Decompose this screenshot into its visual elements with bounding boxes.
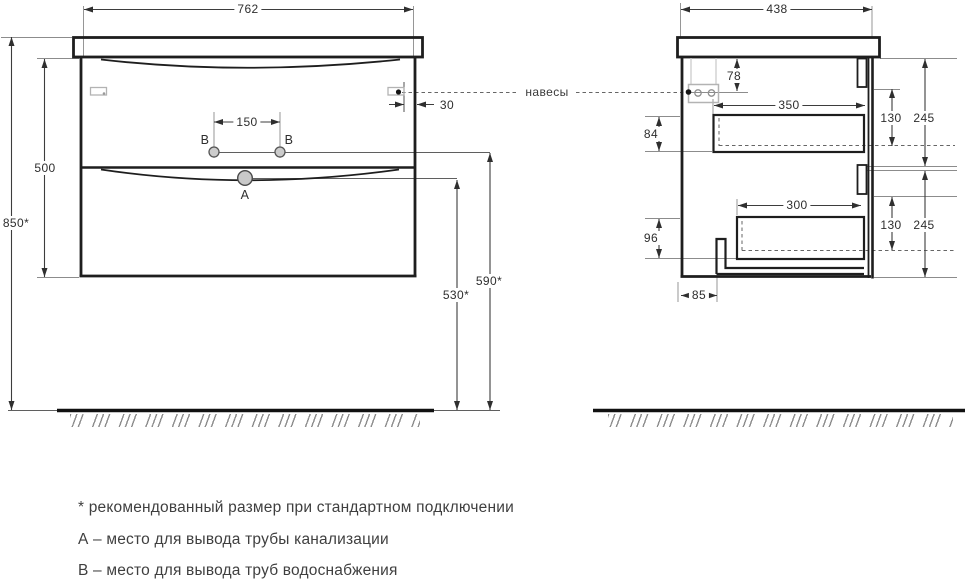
point-a-circle — [238, 171, 253, 186]
front-view-cabinet — [74, 38, 423, 277]
dim-drawer1-inner-height: 130 — [877, 111, 904, 125]
dim-drain-height: 530* — [440, 288, 472, 302]
dim-drawer2-depth: 300 — [783, 198, 810, 212]
side-drawer1-box — [714, 115, 865, 152]
dim-hanger-offset: 30 — [439, 98, 455, 112]
footnote-asterisk: * рекомендованный размер при стандартном подключении — [78, 499, 514, 516]
side-drawer1-front-notch — [858, 59, 867, 88]
front-top-drawer-curve — [101, 60, 400, 68]
side-view-hanger — [686, 58, 719, 103]
point-b-right-circle — [275, 147, 285, 157]
front-countertop — [74, 38, 423, 58]
dim-mount-height: 850* — [0, 216, 32, 230]
dim-side-depth: 438 — [763, 2, 790, 16]
dim-hanger-top-offset: 78 — [724, 69, 744, 83]
hanger-plate-right — [388, 88, 404, 96]
floor-hatch-right — [608, 414, 953, 427]
dim-faucet-spacing: 150 — [233, 115, 260, 129]
hanger-dot-left — [103, 92, 106, 95]
side-pipe-channel — [717, 239, 865, 274]
point-b-left-circle — [209, 147, 219, 157]
hanger-bracket-hole2 — [708, 90, 714, 96]
label-point-b-right: В — [284, 133, 294, 147]
callout-hangers: навесы — [519, 85, 574, 99]
hanger-bracket-hole1 — [695, 90, 701, 96]
side-countertop — [678, 38, 880, 58]
dim-body-height: 500 — [31, 161, 58, 175]
hanger-bracket-guides — [691, 58, 716, 84]
label-point-b-left: В — [200, 133, 210, 147]
dim-water-height: 590* — [473, 274, 505, 288]
floor-hatch-left — [70, 414, 420, 427]
hanger-dot-right — [396, 89, 401, 94]
front-view-hangers — [91, 88, 405, 96]
side-drawer2-front-notch — [858, 165, 867, 194]
dim-front-width: 762 — [234, 2, 261, 16]
side-drawer2-box — [737, 217, 864, 259]
dim-drawer1-zone-height: 245 — [910, 111, 937, 125]
dim-drawer1-depth: 350 — [775, 98, 802, 112]
hanger-bracket — [689, 85, 719, 103]
dim-drawer2-zone-height: 245 — [910, 218, 937, 232]
footnotes — [78, 498, 514, 584]
label-point-a: А — [240, 188, 250, 202]
dim-back-pipe-offset: 85 — [689, 288, 709, 302]
dim-drawer2-back-height: 96 — [641, 231, 661, 245]
dim-drawer1-back-height: 84 — [641, 127, 661, 141]
hanger-bracket-dot — [686, 89, 692, 95]
dim-drawer2-inner-height: 130 — [877, 218, 904, 232]
footnote-point-b: В – место для вывода труб водоснабжения — [78, 562, 398, 579]
footnote-point-a: А – место для вывода трубы канализации — [78, 530, 389, 548]
side-view-cabinet — [678, 38, 880, 279]
